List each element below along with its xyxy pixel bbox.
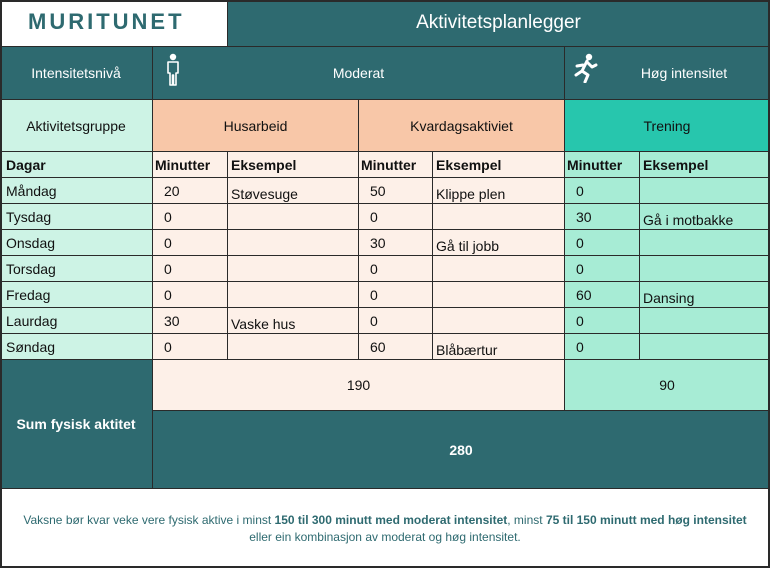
sum-moderate-total: 190	[153, 360, 565, 411]
everyday-example	[433, 308, 565, 334]
day-name: Onsdag	[0, 230, 153, 256]
group-housework: Husarbeid	[153, 100, 359, 152]
page-title: Aktivitetsplanlegger	[228, 0, 770, 47]
day-name: Søndag	[0, 334, 153, 360]
training-example	[640, 334, 770, 360]
everyday-minutes: 0	[359, 204, 433, 230]
training-example: Dansing	[640, 282, 770, 308]
intensity-moderate	[153, 47, 565, 100]
sum-label: Sum fysisk aktitet	[0, 360, 153, 489]
brand-logo-cell	[0, 0, 228, 47]
footer-text-2: , minst	[507, 512, 546, 527]
housework-minutes: 0	[153, 204, 228, 230]
footer-text-1: Vaksne bør kvar veke vere fysisk aktive i minst	[23, 512, 275, 527]
training-minutes: 0	[565, 334, 640, 360]
everyday-example	[433, 256, 565, 282]
training-example	[640, 230, 770, 256]
housework-example	[228, 204, 359, 230]
col-everyday-example: Eksempel	[433, 152, 565, 178]
everyday-minutes: 0	[359, 256, 433, 282]
col-housework-example: Eksempel	[228, 152, 359, 178]
housework-minutes: 20	[153, 178, 228, 204]
housework-minutes: 0	[153, 256, 228, 282]
everyday-minutes: 0	[359, 282, 433, 308]
intensity-high	[565, 47, 770, 100]
footer-text-3: eller ein kombinasjon av moderat og høg intensitet.	[249, 529, 521, 544]
training-minutes: 0	[565, 178, 640, 204]
housework-example: Støvesuge	[228, 178, 359, 204]
sum-high-total: 90	[565, 360, 770, 411]
everyday-minutes: 60	[359, 334, 433, 360]
everyday-example: Gå til jobb	[433, 230, 565, 256]
footer-bold-1: 150 til 300 minutt med moderat intensitet	[274, 512, 508, 527]
training-example	[640, 256, 770, 282]
day-name: Måndag	[0, 178, 153, 204]
intensity-high-text: Høg intensitet	[640, 65, 728, 81]
everyday-example	[433, 282, 565, 308]
brand-logo: MURITUNET	[28, 9, 185, 34]
training-minutes: 0	[565, 230, 640, 256]
group-everyday: Kvardagsaktiviet	[359, 100, 565, 152]
housework-example: Vaske hus	[228, 308, 359, 334]
col-days: Dagar	[0, 152, 153, 178]
training-example: Gå i motbakke	[640, 204, 770, 230]
training-minutes: 0	[565, 308, 640, 334]
everyday-minutes: 0	[359, 308, 433, 334]
housework-minutes: 0	[153, 230, 228, 256]
housework-example	[228, 334, 359, 360]
day-name: Tysdag	[0, 204, 153, 230]
housework-minutes: 0	[153, 282, 228, 308]
housework-example	[228, 256, 359, 282]
training-example	[640, 178, 770, 204]
standing-person-icon	[163, 53, 183, 87]
housework-minutes: 30	[153, 308, 228, 334]
everyday-example: Klippe plen	[433, 178, 565, 204]
intensity-label: Intensitetsnivå	[0, 47, 153, 100]
sum-grand-total: 280	[153, 411, 770, 489]
day-name: Torsdag	[0, 256, 153, 282]
col-training-example: Eksempel	[640, 152, 770, 178]
footer-note	[0, 489, 770, 568]
day-name: Fredag	[0, 282, 153, 308]
housework-example	[228, 230, 359, 256]
everyday-minutes: 50	[359, 178, 433, 204]
col-training-minutes: Minutter	[565, 152, 640, 178]
day-name: Laurdag	[0, 308, 153, 334]
housework-minutes: 0	[153, 334, 228, 360]
col-everyday-minutes: Minutter	[359, 152, 433, 178]
everyday-example	[433, 204, 565, 230]
training-example	[640, 308, 770, 334]
intensity-moderate-text: Moderat	[332, 65, 385, 81]
training-minutes: 30	[565, 204, 640, 230]
group-training: Trening	[565, 100, 770, 152]
col-housework-minutes: Minutter	[153, 152, 228, 178]
housework-example	[228, 282, 359, 308]
running-person-icon	[573, 53, 599, 83]
training-minutes: 0	[565, 256, 640, 282]
footer-bold-2: 75 til 150 minutt med høg intensitet	[545, 512, 747, 527]
training-minutes: 60	[565, 282, 640, 308]
everyday-example: Blåbærtur	[433, 334, 565, 360]
activity-group-label: Aktivitetsgruppe	[0, 100, 153, 152]
everyday-minutes: 30	[359, 230, 433, 256]
